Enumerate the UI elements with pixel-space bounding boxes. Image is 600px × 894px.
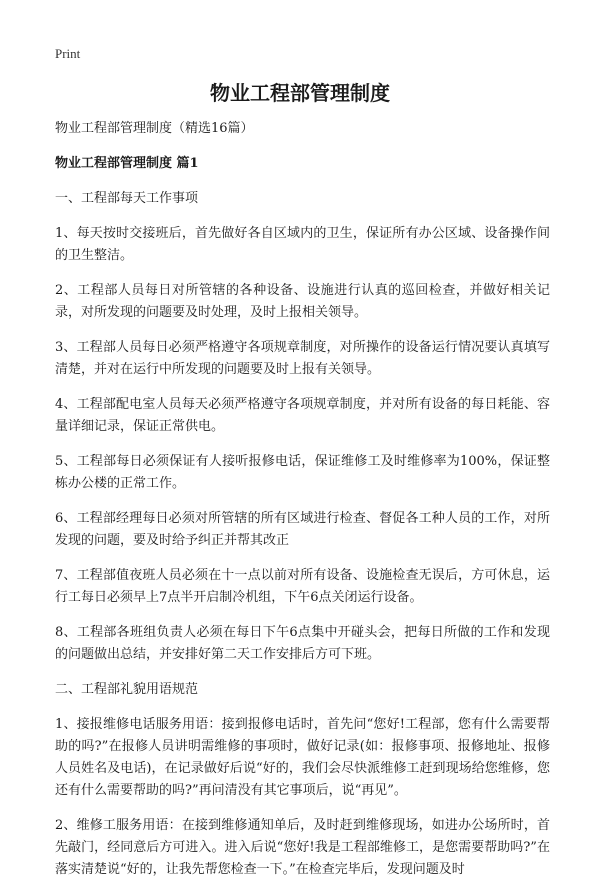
list-item: 1、每天按时交接班后，首先做好各自区域内的卫生，保证所有办公区域、设备操作间的卫生整洁。 — [55, 226, 550, 263]
list-item: 7、工程部值夜班人员必须在十一点以前对所有设备、设施检查无误后，方可休息，运行工每日必须早上7点半开启制冷机组，下午6点关闭运行设备。 — [55, 568, 550, 605]
document-title: 物业工程部管理制度 — [210, 81, 390, 105]
document-body — [55, 118, 550, 894]
heading-daily-tasks: 一、工程部每天工作事项 — [55, 191, 199, 206]
list-item: 8、工程部各班组负责人必须在每日下午6点集中开碰头会，把每日所做的工作和发现的问题做出总结，并安排好第二天工作安排后方可下班。 — [55, 625, 550, 662]
list-item: 1、接报维修电话服务用语：接到报修电话时，首先问“您好!工程部，您有什么需要帮助的吗?”在报修人员讲明需维修的事项时，做好记录(如：报修事项、报修地址、报修人员姓名及电话)，在记录做好后说“好的，我们会尽快派维修工赶到现场给您维修，您还有什么需要帮助的吗?”再问清没有其它事项后，说“再见”。 — [55, 717, 550, 798]
list-item: 5、工程部每日必须保证有人接听报修电话，保证维修工及时维修率为100%，保证整栋办公楼的正常工作。 — [55, 454, 550, 491]
list-item: 2、工程部人员每日对所管辖的各种设备、设施进行认真的巡回检查，并做好相关记录，对所发现的问题要及时处理，及时上报相关领导。 — [55, 283, 550, 320]
heading-courtesy-language: 二、工程部礼貌用语规范 — [55, 682, 199, 697]
list-item: 4、工程部配电室人员每天必须严格遵守各项规章制度，并对所有设备的每日耗能、容量详细记录，保证正常供电。 — [55, 397, 550, 434]
list-item: 6、工程部经理每日必须对所管辖的所有区域进行检查、督促各工种人员的工作，对所发现的问题，要及时给予纠正并帮其改正 — [55, 511, 550, 548]
section-title: 物业工程部管理制度 篇1 — [55, 156, 199, 171]
list-item: 2、维修工服务用语：在接到维修通知单后，及时赶到维修现场，如进办公场所时，首先敲门，经同意后方可进入。进入后说“您好!我是工程部维修工，是您需要帮助吗?”在落实清楚说“好的，让我先帮您检查一下。”在检查完毕后，发现问题及时 — [55, 818, 550, 877]
document-subtitle: 物业工程部管理制度（精选16篇） — [55, 121, 254, 136]
print-link[interactable]: Print — [55, 46, 81, 61]
list-item: 3、工程部人员每日必须严格遵守各项规章制度，对所操作的设备运行情况要认真填写清楚，并对在运行中所发现的问题要及时上报有关领导。 — [55, 340, 550, 377]
